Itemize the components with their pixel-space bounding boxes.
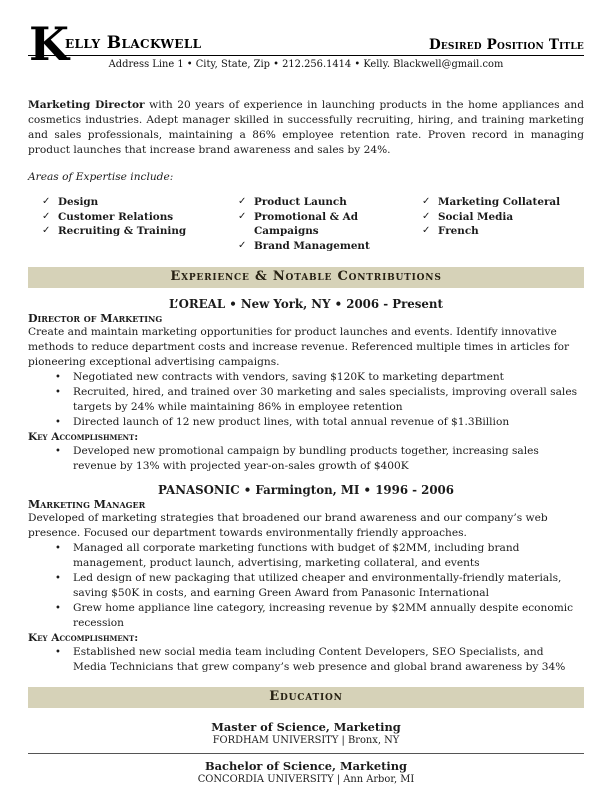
name-drop-cap: K (29, 17, 69, 71)
expertise-label: Design (58, 196, 99, 208)
bullet-text: Managed all corporate marketing functions with budget of $2MM, including brand management, product launch, advertising, marketing collateral, and events (73, 542, 520, 569)
education-degree: Bachelor of Science, Marketing (205, 759, 407, 773)
contact-line: Address Line 1 • City, State, Zip • 212.256.1414 • Kelly. Blackwell@gmail.com (108, 59, 504, 70)
summary-lead: Marketing Director (28, 99, 145, 111)
bullet-text: Negotiated new contracts with vendors, saving $120K to marketing department (73, 371, 504, 383)
bullet-icon: • (55, 372, 61, 383)
bullet-icon: • (55, 387, 61, 398)
summary-paragraph (28, 98, 584, 158)
expertise-item (42, 210, 238, 225)
expertise-label: Social Media (438, 210, 514, 223)
job-description: Create and maintain marketing opportunities for product launches and events. Identify innovative methods to reduce department costs and increase revenue. Referenced multiple times in articles for pioneering exceptional advertising campaigns. (28, 326, 570, 368)
header (28, 17, 584, 72)
job-role: Director of Marketing (28, 312, 163, 325)
header-divider (28, 55, 584, 56)
check-icon: ✓ (42, 210, 51, 222)
expertise-heading: Areas of Expertise include: (28, 171, 174, 183)
expertise-label: Promotional & Ad Campaigns (254, 210, 358, 237)
expertise-label: Product Launch (254, 196, 347, 208)
key-bullet-list (28, 444, 584, 474)
bullet-icon: • (55, 543, 61, 554)
bullet-item (28, 601, 584, 631)
desired-position-title: Desired Position Title (428, 37, 584, 53)
bullet-icon: • (55, 603, 61, 614)
check-icon: ✓ (238, 196, 247, 207)
bullet-icon: • (55, 446, 61, 457)
expertise-column (42, 195, 238, 253)
bullet-text: Led design of new packaging that utilized cheaper and environmentally-friendly materials, saving $50K in costs, and earning Green Award from Panasonic International (73, 572, 562, 599)
expertise-label: Marketing Collateral (438, 196, 561, 208)
bullet-item (28, 415, 584, 430)
expertise-item (238, 239, 422, 254)
expertise-column (238, 195, 422, 253)
expertise-item (422, 195, 584, 210)
bullet-item (28, 541, 584, 571)
expertise-grid (28, 195, 584, 253)
expertise-item (238, 210, 422, 239)
expertise-item (238, 195, 422, 210)
job-role: Marketing Manager (28, 498, 146, 511)
expertise-column (422, 195, 584, 253)
expertise-label: Recruiting & Training (58, 225, 187, 237)
bullet-item (28, 571, 584, 601)
job-description: Developed of marketing strategies that broadened our brand awareness and our company’s web presence. Focused our department towards environmentally friendly approaches. (28, 512, 548, 539)
expertise-label: French (438, 225, 479, 237)
bullet-item (28, 645, 584, 675)
bullet-text: Established new social media team including Content Developers, SEO Specialists, and Media Technicians that grew company’s web presence and global brand awareness by 34% (73, 646, 566, 673)
check-icon: ✓ (42, 225, 51, 236)
check-icon: ✓ (238, 210, 247, 222)
bullet-item (28, 444, 584, 474)
expertise-label: Brand Management (254, 239, 370, 252)
bullet-item (28, 385, 584, 415)
candidate-name: elly Blackwell (65, 33, 202, 53)
bullet-item (28, 370, 584, 385)
education-degree: Master of Science, Marketing (211, 720, 401, 734)
education-school: CONCORDIA UNIVERSITY | Ann Arbor, MI (197, 774, 415, 785)
education-entry (28, 759, 584, 786)
job-bullet-list (28, 370, 584, 430)
job-bullet-list (28, 541, 584, 631)
check-icon: ✓ (238, 239, 247, 251)
bullet-text: Grew home appliance line category, increasing revenue by $2MM annually despite economic recession (73, 602, 574, 629)
education-entry (28, 720, 584, 747)
check-icon: ✓ (422, 225, 431, 236)
bullet-text: Directed launch of 12 new product lines, with total annual revenue of $1.3Billion (73, 416, 510, 428)
expertise-label: Customer Relations (58, 210, 174, 223)
check-icon: ✓ (42, 196, 51, 207)
check-icon: ✓ (422, 210, 431, 222)
expertise-item (42, 195, 238, 210)
bullet-icon: • (55, 573, 61, 584)
expertise-item (422, 210, 584, 225)
key-accomplishment-label: Key Accomplishment: (28, 431, 139, 443)
job-company-line: PANASONIC • Farmington, MI • 1996 - 2006 (158, 483, 454, 497)
key-accomplishment-label: Key Accomplishment: (28, 632, 139, 644)
bullet-text: Developed new promotional campaign by bundling products together, increasing sales revenue by 13% with projected year-on-sales growth of $400K (73, 445, 539, 472)
footer-divider (28, 753, 584, 754)
section-header-education: Education (28, 687, 584, 708)
expertise-item (422, 224, 584, 239)
bullet-icon: • (55, 417, 61, 428)
summary-body: with 20 years of experience in launching products in the home appliances and cosmetics industries. Adept manager skilled in successfully recruiting, hiring, and training marketing and sales professionals, maintaining a 86% employee retention rate. Proven record in managing product launches that increase brand awareness and sales by 24%. (28, 99, 584, 156)
section-header-experience: Experience & Notable Contributions (28, 267, 584, 288)
key-bullet-list (28, 645, 584, 675)
expertise-item (42, 224, 238, 239)
bullet-icon: • (55, 647, 61, 658)
check-icon: ✓ (422, 196, 431, 207)
bullet-text: Recruited, hired, and trained over 30 marketing and sales specialists, improving overall sales targets by 24% while maintaining 86% in employee retention (73, 386, 578, 413)
job-company-line: L’OREAL • New York, NY • 2006 - Present (169, 297, 443, 311)
education-school: FORDHAM UNIVERSITY | Bronx, NY (212, 735, 400, 746)
